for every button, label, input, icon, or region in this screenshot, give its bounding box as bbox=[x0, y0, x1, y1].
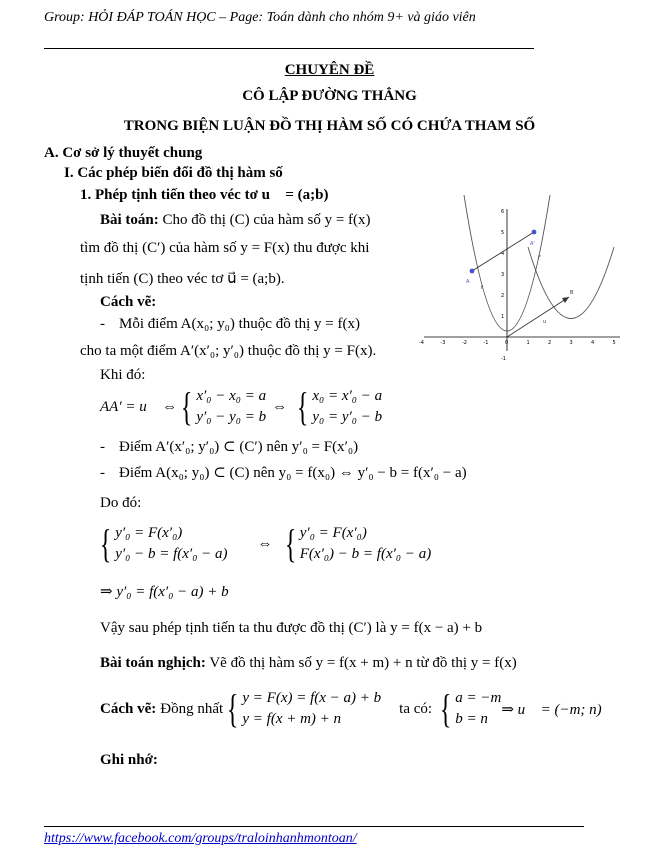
problem-label: Bài toán: bbox=[100, 212, 159, 228]
method-line-1: - Mỗi điểm A(x₀; y₀) thuộc đồ thị y = f(x) bbox=[100, 316, 360, 332]
vector-AA bbox=[472, 232, 534, 271]
point-A-prime bbox=[532, 230, 537, 235]
label-A-prime: A' bbox=[530, 241, 535, 247]
bullet-1-text: Điểm A′(x′₀; y′₀) ⊂ (C′) nên y′₀ = F(x′₀) bbox=[119, 439, 359, 455]
x-tick-label: 1 bbox=[526, 340, 530, 346]
title-line-1: CÔ LẬP ĐƯỜNG THẲNG bbox=[242, 88, 417, 104]
y-tick-label: 2 bbox=[501, 293, 505, 299]
footer-rule bbox=[44, 826, 584, 827]
label-F: F bbox=[538, 255, 541, 261]
label-B: B bbox=[570, 290, 574, 296]
y-tick-label: -1 bbox=[501, 356, 506, 362]
method-2-text: Đồng nhất bbox=[160, 700, 224, 717]
x-tick-label: 0 bbox=[505, 340, 509, 346]
note-label: Ghi nhớ: bbox=[100, 752, 158, 768]
inverse-label: Bài toán nghịch: bbox=[100, 655, 206, 671]
method-line-2: cho ta một điểm A′(x′₀; y′₀) thuộc đồ thị y = F(x). bbox=[80, 343, 377, 359]
method-2-r1: a = −m bbox=[455, 690, 502, 706]
y-tick-label: 3 bbox=[501, 272, 505, 278]
curve-F bbox=[528, 247, 614, 319]
label-u: u bbox=[543, 319, 547, 325]
eq2-a2: y′₀ − b = f(x′₀ − a) bbox=[115, 546, 228, 562]
eq1-a1: x′₀ − x₀ = a bbox=[196, 388, 267, 404]
label-f: f bbox=[481, 285, 483, 291]
inverse-text: Vẽ đồ thị hàm số y = f(x + m) + n từ đồ thị y = f(x) bbox=[209, 655, 517, 671]
khi-do: Khi đó: bbox=[100, 367, 146, 383]
subsection-1: 1. Phép tịnh tiến theo véc tơ u⃗ = (a;b) bbox=[80, 187, 329, 203]
y-tick-label: 4 bbox=[501, 251, 505, 257]
x-tick-label: -2 bbox=[462, 340, 467, 346]
point-A bbox=[470, 269, 475, 274]
bullet-2: - Điểm A(x₀; y₀) ⊂ (C) nên y₀ = f(x₀) ⇔ y′₀ − b = f(x′₀ − a) bbox=[100, 465, 467, 481]
eq1-b1: x₀ = x′₀ − a bbox=[312, 388, 383, 404]
topic-label: CHUYÊN ĐỀ bbox=[284, 62, 375, 78]
x-tick-labels bbox=[419, 340, 616, 346]
y-tick-label: 5 bbox=[501, 230, 505, 236]
y-tick-label: 6 bbox=[501, 209, 505, 215]
translation-graph bbox=[419, 205, 622, 362]
problem-text-1: Cho đồ thị (C) của hàm số y = f(x) bbox=[162, 212, 371, 228]
section-i: I. Các phép biến đổi đồ thị hàm số bbox=[64, 165, 283, 181]
problem-line-3: tịnh tiến (C) theo véc tơ u⃗ = (a;b). bbox=[80, 271, 285, 287]
x-tick-label: 2 bbox=[548, 340, 552, 346]
footer-link-text[interactable]: https://www.facebook.com/groups/traloinhanhmontoan/ bbox=[44, 831, 357, 846]
bullet-1: - Điểm A′(x′₀; y′₀) ⊂ (C′) nên y′₀ = F(x′₀) bbox=[100, 439, 359, 455]
eq1-b2: y₀ = y′₀ − b bbox=[312, 409, 383, 425]
page-header: Group: HỎI ĐÁP TOÁN HỌC – Page: Toán dành cho nhóm 9+ và giáo viên bbox=[44, 10, 476, 25]
vector-u bbox=[507, 297, 569, 337]
method-2-s1: y = F(x) = f(x − a) + b bbox=[242, 690, 382, 706]
x-tick-label: -4 bbox=[419, 340, 424, 346]
x-tick-label: -3 bbox=[440, 340, 446, 346]
method-2-label: Cách vẽ: bbox=[100, 700, 157, 717]
equation-system-2: { y′₀ = F(x′₀) y′₀ − b = f(x′₀ − a) ⇔ { y′₀ = F(x′₀) F(x′₀) − b = f(x′₀ − a) bbox=[99, 521, 432, 566]
label-A: A bbox=[466, 279, 470, 285]
title-line-2: TRONG BIỆN LUẬN ĐỒ THỊ HÀM SỐ CÓ CHỨA THAM SỐ bbox=[123, 118, 536, 134]
eq2-a1: y′₀ = F(x′₀) bbox=[115, 525, 183, 541]
eq2-mid: ⇔ bbox=[257, 535, 273, 552]
footer-link[interactable] bbox=[44, 831, 357, 847]
method-label: Cách vẽ: bbox=[100, 294, 157, 310]
header-rule bbox=[44, 48, 534, 49]
x-tick-label: -1 bbox=[483, 340, 489, 346]
method-2-s2: y = f(x + m) + n bbox=[242, 711, 342, 727]
method-2-mid: ta có: bbox=[399, 700, 433, 717]
problem-line-1 bbox=[100, 212, 371, 229]
arrowhead-u bbox=[562, 297, 569, 303]
section-a: A. Cơ sở lý thuyết chung bbox=[44, 145, 203, 161]
method-2-r2: b = n bbox=[455, 711, 488, 727]
problem-line-2: tìm đồ thị (C′) của hàm số y = F(x) thu được khi bbox=[80, 240, 370, 256]
eq1-mid: ⇔ bbox=[272, 398, 288, 415]
inverse-problem bbox=[100, 655, 517, 672]
conclusion: Vậy sau phép tịnh tiến ta thu được đồ thị (C′) là y = f(x − a) + b bbox=[100, 620, 483, 636]
x-tick-label: 3 bbox=[569, 340, 573, 346]
eq2-b2: F(x′₀) − b = f(x′₀ − a) bbox=[299, 546, 432, 562]
do-do: Do đó: bbox=[100, 495, 142, 511]
y-tick-label: 1 bbox=[501, 314, 505, 320]
method-2-result: ⇒ u⃗ = (−m; n) bbox=[501, 701, 602, 718]
curve-labels bbox=[481, 255, 574, 325]
x-tick-label: 4 bbox=[591, 340, 595, 346]
method-text-1: Mỗi điểm A(x₀; y₀) thuộc đồ thị y = f(x) bbox=[119, 316, 360, 332]
equation-3: ⇒ y′₀ = f(x′₀ − a) + b bbox=[100, 584, 229, 600]
eq1-lhs: AA′ = u⃗ ⇔ bbox=[100, 398, 178, 415]
x-tick-label: 5 bbox=[612, 340, 616, 346]
eq2-b1: y′₀ = F(x′₀) bbox=[299, 525, 367, 541]
method-2: Cách vẽ: Đồng nhất { y = F(x) = f(x − a) + b y = f(x + m) + n ta có: { a = −m b = n ⇒ u⃗ = (−m; n) bbox=[100, 686, 602, 731]
bullet-2-text: Điểm A(x₀; y₀) ⊂ (C) nên y₀ = f(x₀) ⇔ y′₀ − b = f(x′₀ − a) bbox=[119, 465, 467, 481]
eq1-a2: y′₀ − y₀ = b bbox=[196, 409, 267, 425]
equation-system-1: AA′ = u⃗ ⇔ { x′₀ − x₀ = a y′₀ − y₀ = b ⇔ { x₀ = x′₀ − a y₀ = y′₀ − b bbox=[100, 384, 383, 429]
